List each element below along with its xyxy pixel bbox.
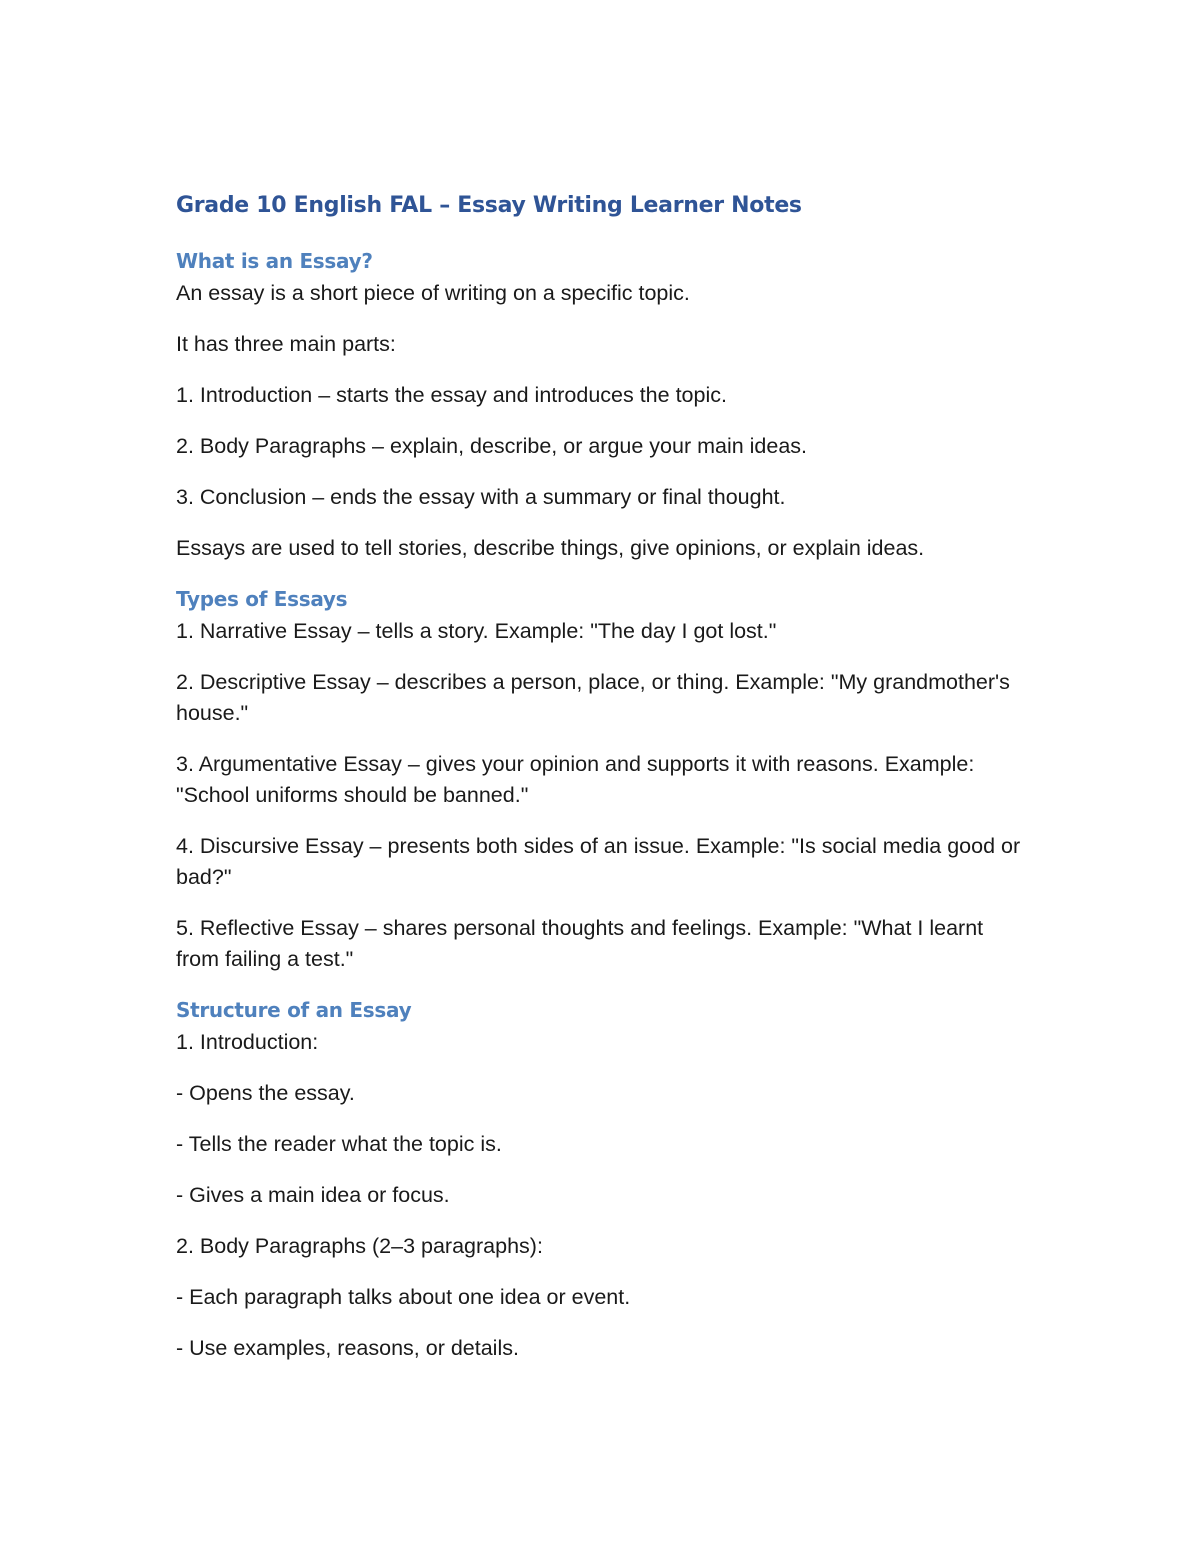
section-structure-of-an-essay [176,995,1026,1364]
list-item: 3. Conclusion – ends the essay with a summary or final thought. [176,485,786,509]
list-item: - Tells the reader what the topic is. [176,1132,502,1156]
list-item: - Use examples, reasons, or details. [176,1336,519,1360]
paragraph: An essay is a short piece of writing on a specific topic. [176,281,690,305]
list-item: 5. Reflective Essay – shares personal thoughts and feelings. Example: "What I learnt from failing a test." [176,916,984,971]
document-title: Grade 10 English FAL – Essay Writing Learner Notes [176,193,802,218]
paragraph: Essays are used to tell stories, describe things, give opinions, or explain ideas. [176,536,925,560]
list-item: 2. Body Paragraphs – explain, describe, or argue your main ideas. [176,434,808,458]
list-item: 3. Argumentative Essay – gives your opinion and supports it with reasons. Example: "School uniforms should be banned." [176,752,975,807]
list-item: - Each paragraph talks about one idea or event. [176,1285,631,1309]
paragraph: It has three main parts: [176,332,396,356]
list-item: 1. Introduction – starts the essay and introduces the topic. [176,383,727,407]
list-item: 1. Introduction: [176,1030,319,1054]
document-body [176,190,1026,1384]
section-heading: Types of Essays [176,587,348,611]
list-item: 2. Body Paragraphs (2–3 paragraphs): [176,1234,543,1258]
list-item: 2. Descriptive Essay – describes a person, place, or thing. Example: "My grandmother's house." [176,670,1010,725]
section-heading: Structure of an Essay [176,998,412,1022]
list-item: 1. Narrative Essay – tells a story. Example: "The day I got lost." [176,619,777,643]
list-item: - Opens the essay. [176,1081,355,1105]
list-item: - Gives a main idea or focus. [176,1183,450,1207]
section-heading: What is an Essay? [176,249,373,273]
section-types-of-essays [176,584,1026,975]
section-what-is-an-essay [176,246,1026,564]
list-item: 4. Discursive Essay – presents both sides of an issue. Example: "Is social media good or bad?" [176,834,1021,889]
